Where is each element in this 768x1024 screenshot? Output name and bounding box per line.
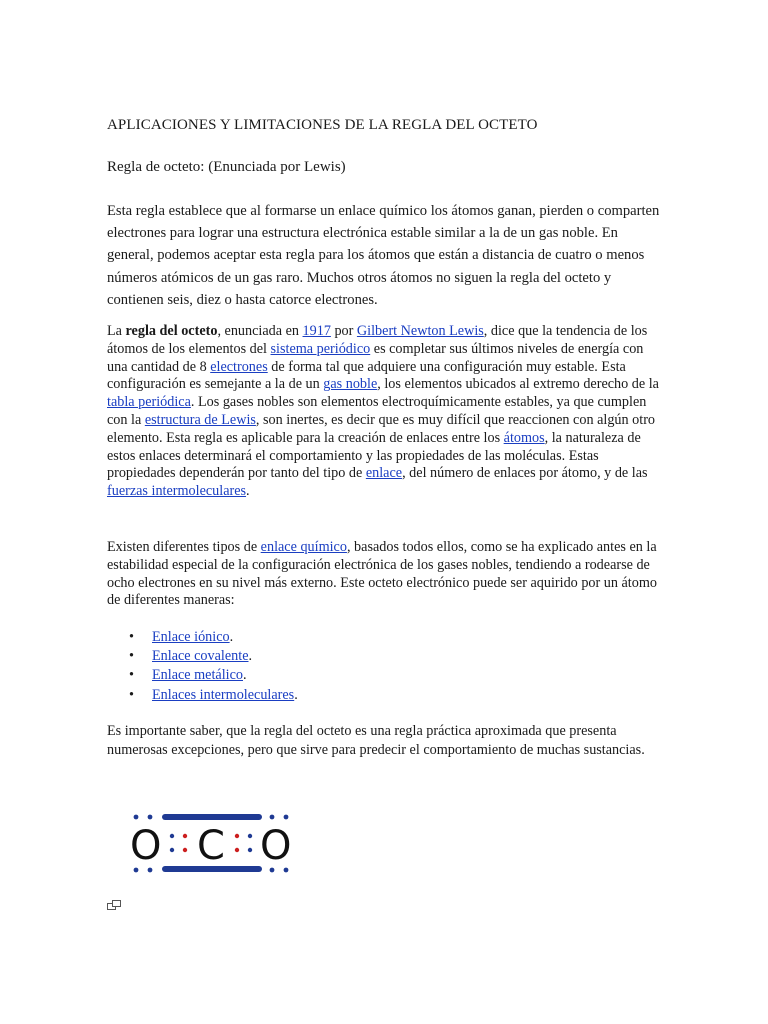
text: , enunciada en — [217, 323, 303, 339]
bold-term: regla del octeto — [125, 323, 218, 339]
bond-types-list — [129, 628, 298, 705]
image-placeholder-icon — [107, 900, 121, 911]
electron-dot — [248, 834, 252, 838]
link-gas-noble[interactable]: gas noble — [323, 376, 378, 393]
electron-dot — [235, 848, 239, 852]
text: de forma tal que adquiere una configuración muy estable. Esta configuración es semejante a la de un — [107, 358, 626, 393]
paragraph-bond-types — [107, 539, 663, 610]
link-enlace-quimico[interactable]: enlace químico — [260, 539, 347, 555]
co2-lewis-structure — [126, 808, 296, 878]
link-sistema-periodico[interactable]: sistema periódico — [270, 340, 371, 357]
text: , dice que la tendencia de los átomos de los elementos del — [107, 323, 648, 357]
electron-dot — [284, 815, 289, 820]
document-subtitle: Regla de octeto: (Enunciada por Lewis) — [107, 159, 346, 175]
text: por — [330, 323, 357, 339]
electron-dot — [235, 834, 239, 838]
text: , son inertes, es decir que es muy difícil que reaccionen con algún otro elemento. Esta regla es aplicable para la creación de enlaces entre los — [107, 411, 656, 446]
text: , los elementos ubicados al extremo derecho de la — [377, 376, 659, 393]
link-electrones[interactable]: electrones — [210, 358, 268, 375]
link-enlace[interactable]: enlace — [365, 465, 403, 482]
link-estructura-de-lewis[interactable]: estructura de Lewis — [144, 411, 256, 428]
link-atomos[interactable]: átomos — [503, 429, 545, 446]
list-item — [129, 628, 298, 647]
text: . Los gases nobles son elementos electroquímicamente estables, ya que cumplen con la — [107, 394, 647, 428]
bullet: • — [129, 648, 134, 665]
list-item — [129, 666, 298, 685]
text: es completar sus últimos niveles de energía con una cantidad de 8 — [107, 340, 644, 375]
electron-dot — [183, 834, 187, 838]
document-title: APLICACIONES Y LIMITACIONES DE LA REGLA DEL OCTETO — [107, 117, 538, 133]
text: . — [294, 686, 298, 703]
text: Existen diferentes tipos de — [107, 539, 261, 555]
text: La — [107, 323, 126, 339]
atom-c: C — [197, 823, 225, 869]
electron-dot — [134, 815, 139, 820]
bullet: • — [129, 686, 134, 703]
atom-o-left: O — [130, 823, 162, 869]
list-item — [129, 686, 298, 705]
link-enlace-metalico[interactable]: Enlace metálico — [152, 667, 243, 684]
electron-dot — [148, 815, 153, 820]
text: . — [229, 629, 234, 645]
paragraph-intro: Esta regla establece que al formarse un enlace químico los átomos ganan, pierden o comparten electrones para lograr una estructura electrónica estable similar a la de un gas noble. En general, podemos aceptar esta regla para los átomos que están a distancia de cuatro o menos números atómicos de un gas raro. Muchos otros átomos no siguen la regla del octeto y contienen seis, diez o hasta catorce electrones. — [107, 203, 660, 308]
electron-dot — [183, 848, 187, 852]
atom-o-right: O — [260, 823, 292, 869]
electron-dot — [270, 815, 275, 820]
list-item — [129, 647, 298, 666]
link-enlace-covalente[interactable]: Enlace covalente — [152, 648, 249, 665]
electron-dot — [170, 834, 174, 838]
paragraph-conclusion: Es importante saber, que la regla del octeto es una regla práctica aproximada que presenta numerosas excepciones, pero que sirve para predecir el comportamiento de muchas sustancias. — [107, 723, 645, 758]
bond-bar-top — [162, 814, 262, 820]
text: . — [248, 648, 253, 665]
paragraph-octet-rule — [107, 323, 663, 501]
text: , basados todos ellos, como se ha explicado antes en la estabilidad especial de la configuración electrónica de los gases nobles, tendiendo a rodearse de ocho electrones en su nivel más externo. Este octeto electrónico puede ser aquirido por un átomo de diferentes maneras: — [107, 539, 657, 609]
text: , la naturaleza de estos enlaces determinará el comportamiento y las propiedades de las moléculas. Estas propiedades dependerán por tanto del tipo de — [107, 429, 641, 482]
text: . — [243, 667, 247, 684]
link-enlace-ionico[interactable]: Enlace iónico — [152, 629, 230, 645]
bullet: • — [129, 667, 134, 684]
text: . — [246, 483, 250, 500]
electron-dot — [170, 848, 174, 852]
text: , del número de enlaces por átomo, y de las — [402, 465, 648, 482]
link-gilbert-newton-lewis[interactable]: Gilbert Newton Lewis — [356, 323, 484, 339]
link-enlaces-intermoleculares[interactable]: Enlaces intermoleculares — [152, 686, 295, 703]
link-1917[interactable]: 1917 — [302, 323, 331, 339]
electron-dot — [248, 848, 252, 852]
bullet: • — [129, 629, 134, 645]
link-fuerzas-intermoleculares[interactable]: fuerzas intermoleculares — [107, 483, 247, 500]
link-tabla-periodica[interactable]: tabla periódica — [107, 394, 191, 411]
